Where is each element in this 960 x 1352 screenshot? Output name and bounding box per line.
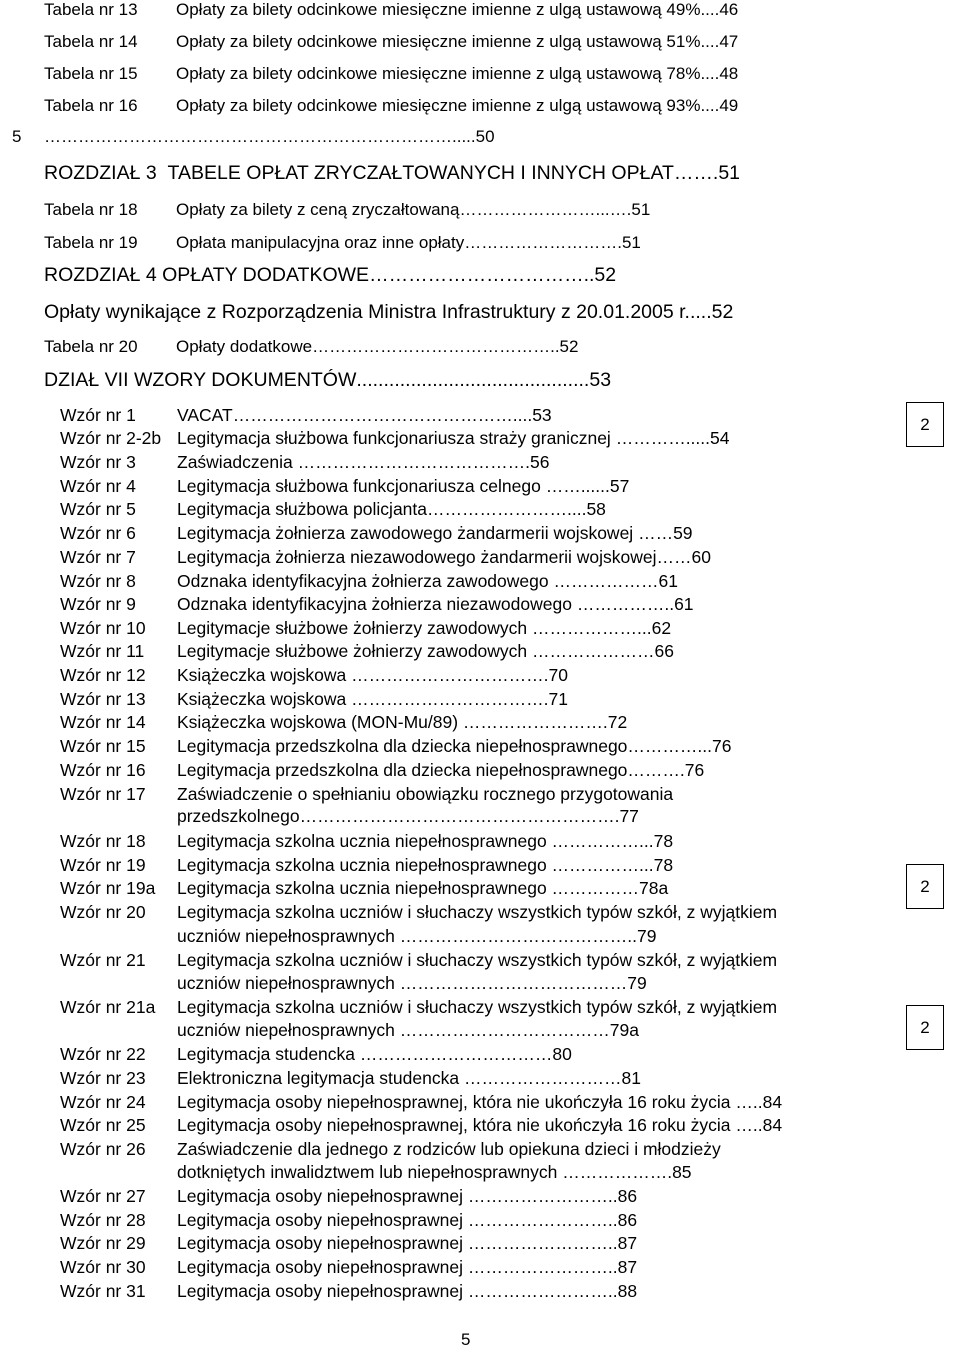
dot-leader: …………………….. <box>463 1257 618 1277</box>
wzor-title: Książeczka wojskowa <box>177 665 347 685</box>
wzor-page: ..79 <box>627 926 657 946</box>
wzor-entry <box>60 712 627 733</box>
wzor-title: Legitymacja osoby niepełnosprawnej <box>177 1186 464 1206</box>
wzor-page: 76 <box>712 736 732 756</box>
wzor-page: 78 <box>653 831 674 851</box>
wzor-entry <box>60 499 606 520</box>
wzor-entry <box>60 641 674 662</box>
wzor-page: 59 <box>673 523 693 543</box>
dot-leader: ………. <box>627 760 685 780</box>
toc-entry-title: Opłaty za bilety z ceną zryczałtowaną <box>176 200 460 219</box>
wzor-page: 85 <box>672 1162 692 1182</box>
dot-leader: …………………….. <box>463 1281 618 1301</box>
revision-mark-box <box>906 1005 944 1050</box>
wzor-label: Wzór nr 16 <box>60 760 146 780</box>
dot-leader: …………………………………. <box>292 452 530 472</box>
wzor-title: Legitymacja szkolna uczniów i słuchaczy wszystkich typów szkół, z wyjątkiem <box>177 997 778 1017</box>
dot-leader: ……………………… <box>459 1068 622 1088</box>
wzor-title: uczniów niepełnosprawnych <box>177 926 395 946</box>
toc-entry <box>44 0 738 20</box>
wzor-title: Legitymacja szkolna ucznia niepełnosprawnego <box>177 855 547 875</box>
toc-entry-label: Tabela nr 18 <box>44 200 138 219</box>
wzor-page: 61 <box>674 594 694 614</box>
toc-entry-page: .51 <box>712 162 741 184</box>
toc-entry-title: Opłaty dodatkowe <box>176 337 313 356</box>
wzor-page: 56 <box>529 452 550 472</box>
toc-entry <box>44 127 495 147</box>
wzor-title: Odznaka identyfikacyjna żołnierza niezawodowego <box>177 594 572 614</box>
wzor-page: 80 <box>552 1044 572 1064</box>
dot-leader: .... <box>700 0 720 19</box>
dot-leader: …… <box>633 523 674 543</box>
wzor-title: Legitymacja osoby niepełnosprawnej <box>177 1210 464 1230</box>
revision-mark-text: 2 <box>920 876 930 896</box>
wzor-label: Wzór nr 19 <box>60 855 146 875</box>
wzor-label: Wzór nr 7 <box>60 547 136 567</box>
toc-entry-label: ROZDZIAŁ 3 <box>44 162 157 184</box>
toc-entry-page: 49 <box>719 96 739 115</box>
wzor-label: Wzór nr 10 <box>60 618 146 638</box>
wzor-label: Wzór nr 5 <box>60 499 136 519</box>
toc-entry <box>44 32 738 52</box>
wzor-entry-continuation <box>177 926 656 947</box>
wzor-title: Legitymacja przedszkolna dla dziecka niepełnosprawnego <box>177 736 628 756</box>
wzor-entry <box>60 1186 637 1207</box>
wzor-title: Zaświadczenie dla jednego z rodziców lub opiekuna dzieci i młodzieży <box>177 1139 721 1159</box>
wzor-title: Legitymacja służbowa funkcjonariusza celnego <box>177 476 541 496</box>
wzor-entry <box>60 902 777 923</box>
wzor-page: 87 <box>617 1233 638 1253</box>
dot-leader: …… <box>673 162 713 184</box>
wzor-entry <box>60 1233 637 1254</box>
wzor-page: 88 <box>617 1281 638 1301</box>
toc-entry <box>44 337 578 357</box>
dot-leader: ………………. <box>557 1162 673 1182</box>
toc-chapter <box>44 162 740 185</box>
toc-entry-title: Opłaty za bilety odcinkowe miesięczne imienne z ulgą ustawową 49% <box>176 0 701 19</box>
dot-leader: …………... <box>627 736 713 756</box>
revision-mark-text: 2 <box>920 414 930 434</box>
wzor-entry <box>60 594 694 615</box>
page-number: 5 <box>461 1330 471 1349</box>
wzor-title: Legitymacja osoby niepełnosprawnej, która nie ukończyła 16 roku życia <box>177 1092 731 1112</box>
wzor-label: Wzór nr 20 <box>60 902 146 922</box>
toc-entry-label: Tabela nr 19 <box>44 233 138 252</box>
wzor-entry <box>60 452 549 473</box>
wzor-title: Legitymacja osoby niepełnosprawnej <box>177 1281 464 1301</box>
wzor-entry <box>60 784 673 805</box>
wzor-label: Wzór nr 28 <box>60 1210 146 1230</box>
wzor-label: Wzór nr 14 <box>60 712 146 732</box>
dot-leader: …… <box>656 547 692 567</box>
toc-entry-title: Opłaty wynikające z Rozporządzenia Ministra Infrastruktury z 20.01.2005 r. <box>44 301 690 323</box>
wzor-title: Książeczka wojskowa (MON-Mu/89) <box>177 712 459 732</box>
dot-leader: …………………….. <box>463 1186 618 1206</box>
wzor-entry <box>60 1068 641 1089</box>
wzor-entry <box>60 523 693 544</box>
wzor-page: 78 <box>653 855 674 875</box>
wzor-label: Wzór nr 18 <box>60 831 146 851</box>
wzor-page: 54 <box>710 428 730 448</box>
wzor-page: 60 <box>691 547 712 567</box>
wzor-page: 76 <box>684 760 705 780</box>
dot-leader: ……………………...… <box>459 200 627 219</box>
wzor-page: 81 <box>621 1068 641 1088</box>
wzor-entry-continuation <box>177 973 647 994</box>
wzor-label: Wzór nr 15 <box>60 736 146 756</box>
dot-leader: ……………... <box>546 855 654 875</box>
toc-entry <box>44 64 738 84</box>
wzor-entry-continuation <box>177 1162 692 1183</box>
wzor-label: Wzór nr 27 <box>60 1186 146 1206</box>
dot-leader: .... <box>700 96 720 115</box>
wzor-entry <box>60 571 678 592</box>
wzor-page: 86 <box>617 1186 638 1206</box>
wzor-label: Wzór nr 4 <box>60 476 136 496</box>
wzor-page: 53 <box>532 405 552 425</box>
dot-leader: …………….. <box>571 594 675 614</box>
dot-leader: …………..... <box>610 428 711 448</box>
wzor-title: uczniów niepełnosprawnych <box>177 1020 395 1040</box>
dot-leader: .... <box>689 301 712 323</box>
wzor-label: Wzór nr 30 <box>60 1257 146 1277</box>
wzor-page: 78a <box>639 878 669 898</box>
dot-leader: ….. <box>730 1115 763 1135</box>
wzor-page: 84 <box>762 1115 783 1135</box>
wzor-title: Odznaka identyfikacyjna żołnierza zawodowego <box>177 571 549 591</box>
toc-entry-page: ..52 <box>583 264 617 286</box>
toc-entry-page: ..52 <box>550 337 579 356</box>
wzor-title: VACAT <box>177 405 233 425</box>
dot-leader: …………………………… <box>355 1044 553 1064</box>
wzor-label: Wzór nr 1 <box>60 405 136 425</box>
wzor-entry <box>60 1257 637 1278</box>
margin-mark: 5 <box>12 127 22 146</box>
wzor-page: 84 <box>762 1092 783 1112</box>
wzor-title: Legitymacja osoby niepełnosprawnej <box>177 1233 464 1253</box>
wzor-page: 72 <box>607 712 628 732</box>
toc-entry-title: DZIAŁ VII WZORY DOKUMENTÓW <box>44 369 357 391</box>
toc-chapter <box>44 264 616 287</box>
wzor-title: Legitymacja służbowa funkcjonariusza straży granicznej <box>177 428 611 448</box>
toc-entry-label: Tabela nr 15 <box>44 64 138 83</box>
wzor-label: Wzór nr 23 <box>60 1068 146 1088</box>
wzor-page: 79a <box>609 1020 639 1040</box>
dot-leader: ………………………………… <box>394 926 628 946</box>
dot-leader: .... <box>700 32 720 51</box>
dot-leader: ……………………………. <box>346 665 549 685</box>
wzor-entry <box>60 428 729 449</box>
wzor-title: Legitymacja studencka <box>177 1044 356 1064</box>
wzor-page: 79 <box>627 973 647 993</box>
wzor-label: Wzór nr 21 <box>60 950 146 970</box>
toc-entry <box>44 96 738 116</box>
wzor-label: Wzór nr 13 <box>60 689 146 709</box>
toc-entry-label: ROZDZIAŁ 4 <box>44 264 157 286</box>
wzor-title: Legitymacja żołnierza niezawodowego żandarmerii wojskowej <box>177 547 657 567</box>
wzor-entry <box>60 547 711 568</box>
dot-leader: ……………... <box>546 831 654 851</box>
wzor-title: przedszkolnego <box>177 806 300 826</box>
wzor-title: Legitymacja szkolna uczniów i słuchaczy wszystkich typów szkół, z wyjątkiem <box>177 902 778 922</box>
dot-leader: …………………………… <box>369 264 584 286</box>
toc-entry-page: .51 <box>617 233 641 252</box>
toc-entry-title: Opłaty za bilety odcinkowe miesięczne imienne z ulgą ustawową 51% <box>176 32 701 51</box>
wzor-entry <box>60 1115 782 1136</box>
wzor-entry <box>60 997 777 1018</box>
dot-leader: ….. <box>730 1092 763 1112</box>
wzor-label: Wzór nr 31 <box>60 1281 146 1301</box>
wzor-page: 66 <box>654 641 675 661</box>
wzor-title: Legitymacja żołnierza zawodowego żandarmerii wojskowej <box>177 523 634 543</box>
toc-entry-title: Opłaty za bilety odcinkowe miesięczne imienne z ulgą ustawową 93% <box>176 96 701 115</box>
dot-leader: …………………………………… <box>312 337 551 356</box>
toc-entry-page: 48 <box>719 64 739 83</box>
wzor-label: Wzór nr 25 <box>60 1115 146 1135</box>
wzor-page: 71 <box>548 689 568 709</box>
revision-mark-box <box>906 402 944 447</box>
wzor-label: Wzór nr 26 <box>60 1139 146 1159</box>
dot-leader: ………………… <box>527 641 655 661</box>
toc-entry-page: 47 <box>719 32 739 51</box>
dot-leader: ………………………………… <box>394 973 628 993</box>
wzor-label: Wzór nr 12 <box>60 665 146 685</box>
wzor-label: Wzór nr 2-2b <box>60 428 162 448</box>
toc-entry-page: 53 <box>589 369 612 391</box>
wzor-label: Wzór nr 9 <box>60 594 136 614</box>
dot-leader: ………………………………………………. <box>299 806 620 826</box>
toc-entry <box>44 233 641 253</box>
wzor-title: Legitymacja osoby niepełnosprawnej, która nie ukończyła 16 roku życia <box>177 1115 731 1135</box>
wzor-entry <box>60 476 629 497</box>
wzor-title: Legitymacja przedszkolna dla dziecka niepełnosprawnego <box>177 760 628 780</box>
wzor-page: 58 <box>586 499 606 519</box>
wzor-title: uczniów niepełnosprawnych <box>177 973 395 993</box>
wzor-entry <box>60 878 668 899</box>
wzor-page: 86 <box>617 1210 638 1230</box>
dot-leader: ………………………………………………………………. <box>44 127 457 146</box>
wzor-label: Wzór nr 8 <box>60 571 136 591</box>
toc-entry-title: TABELE OPŁAT ZRYCZAŁTOWANYCH I INNYCH OPŁAT <box>167 162 674 184</box>
wzor-title: Elektroniczna legitymacja studencka <box>177 1068 460 1088</box>
wzor-title: Zaświadczenia <box>177 452 293 472</box>
wzor-label: Wzór nr 19a <box>60 878 156 898</box>
wzor-label: Wzór nr 24 <box>60 1092 146 1112</box>
wzor-entry <box>60 618 671 639</box>
wzor-title: Legitymacja służbowa policjanta <box>177 499 427 519</box>
wzor-entry-continuation <box>177 1020 639 1041</box>
wzor-entry <box>60 1139 721 1160</box>
wzor-label: Wzór nr 22 <box>60 1044 146 1064</box>
wzor-page: 62 <box>651 618 672 638</box>
toc-entry-label: Tabela nr 16 <box>44 96 138 115</box>
wzor-label: Wzór nr 11 <box>60 641 145 661</box>
wzor-title: Legitymacja osoby niepełnosprawnej <box>177 1257 464 1277</box>
revision-mark-text: 2 <box>920 1017 930 1037</box>
wzor-title: dotkniętych inwalidztwem lub niepełnosprawnych <box>177 1162 558 1182</box>
wzor-entry <box>60 950 777 971</box>
wzor-entry <box>60 665 568 686</box>
dot-leader: ……...... <box>540 476 610 496</box>
wzor-title: Legitymacja szkolna uczniów i słuchaczy wszystkich typów szkół, z wyjątkiem <box>177 950 778 970</box>
wzor-title: Legitymacja szkolna ucznia niepełnosprawnego <box>177 878 547 898</box>
wzor-entry <box>60 689 568 710</box>
wzor-title: Książeczka wojskowa <box>177 689 347 709</box>
toc-entry <box>44 301 733 324</box>
dot-leader: ……………… <box>548 571 659 591</box>
wzor-label: Wzór nr 29 <box>60 1233 146 1253</box>
toc-section <box>44 369 611 392</box>
wzor-entry <box>60 1044 572 1065</box>
wzor-title: Zaświadczenie o spełnianiu obowiązku rocznego przygotowania <box>177 784 674 804</box>
revision-mark-box <box>906 864 944 909</box>
wzor-page: 77 <box>619 806 639 826</box>
wzor-label: Wzór nr 17 <box>60 784 146 804</box>
wzor-title: Legitymacja szkolna ucznia niepełnosprawnego <box>177 831 547 851</box>
wzor-title: Legitymacje służbowe żołnierzy zawodowych <box>177 641 528 661</box>
dot-leader: ……………………. <box>458 712 608 732</box>
wzor-page: 70 <box>548 665 568 685</box>
wzor-label: Wzór nr 6 <box>60 523 136 543</box>
toc-entry-label: Tabela nr 20 <box>44 337 138 356</box>
toc-entry-page: ....50 <box>456 127 495 146</box>
wzor-page: 57 <box>609 476 630 496</box>
wzor-label: Wzór nr 3 <box>60 452 136 472</box>
toc-entry-title: OPŁATY DODATKOWE <box>162 264 370 286</box>
dot-leader: ……………………………. <box>346 689 549 709</box>
wzor-entry-continuation <box>177 806 639 827</box>
dot-leader: .... <box>700 64 720 83</box>
toc-entry-page: 52 <box>711 301 734 323</box>
toc-entry-label: Tabela nr 13 <box>44 0 138 19</box>
dot-leader: …………………….. <box>463 1233 618 1253</box>
wzor-entry <box>60 831 673 852</box>
dot-leader: …………………….. <box>463 1210 618 1230</box>
wzor-entry <box>60 1092 782 1113</box>
dot-leader: ……………………………… <box>394 1020 610 1040</box>
wzor-title: Legitymacje służbowe żołnierzy zawodowych <box>177 618 528 638</box>
toc-entry <box>44 200 650 220</box>
wzor-entry <box>60 405 552 426</box>
toc-entry-page: 46 <box>719 0 739 19</box>
wzor-entry <box>60 736 731 757</box>
toc-entry-title: Opłata manipulacyjna oraz inne opłaty <box>176 233 465 252</box>
wzor-entry <box>60 1281 637 1302</box>
toc-entry-page: .51 <box>626 200 651 219</box>
dot-leader: ……………………… <box>464 233 618 252</box>
toc-entry-label: Tabela nr 14 <box>44 32 138 51</box>
wzor-page: 61 <box>658 571 678 591</box>
dot-leader: …………… <box>546 878 640 898</box>
toc-entry-title: Opłaty za bilety odcinkowe miesięczne imienne z ulgą ustawową 78% <box>176 64 701 83</box>
wzor-entry <box>60 855 673 876</box>
wzor-page: 87 <box>617 1257 638 1277</box>
wzor-entry <box>60 760 704 781</box>
wzor-entry <box>60 1210 637 1231</box>
dot-leader: …………………….... <box>427 499 587 519</box>
dot-leader: ........................................... <box>356 369 590 391</box>
dot-leader: ………………………………………….... <box>232 405 533 425</box>
dot-leader: ………………... <box>527 618 652 638</box>
wzor-label: Wzór nr 21a <box>60 997 156 1017</box>
